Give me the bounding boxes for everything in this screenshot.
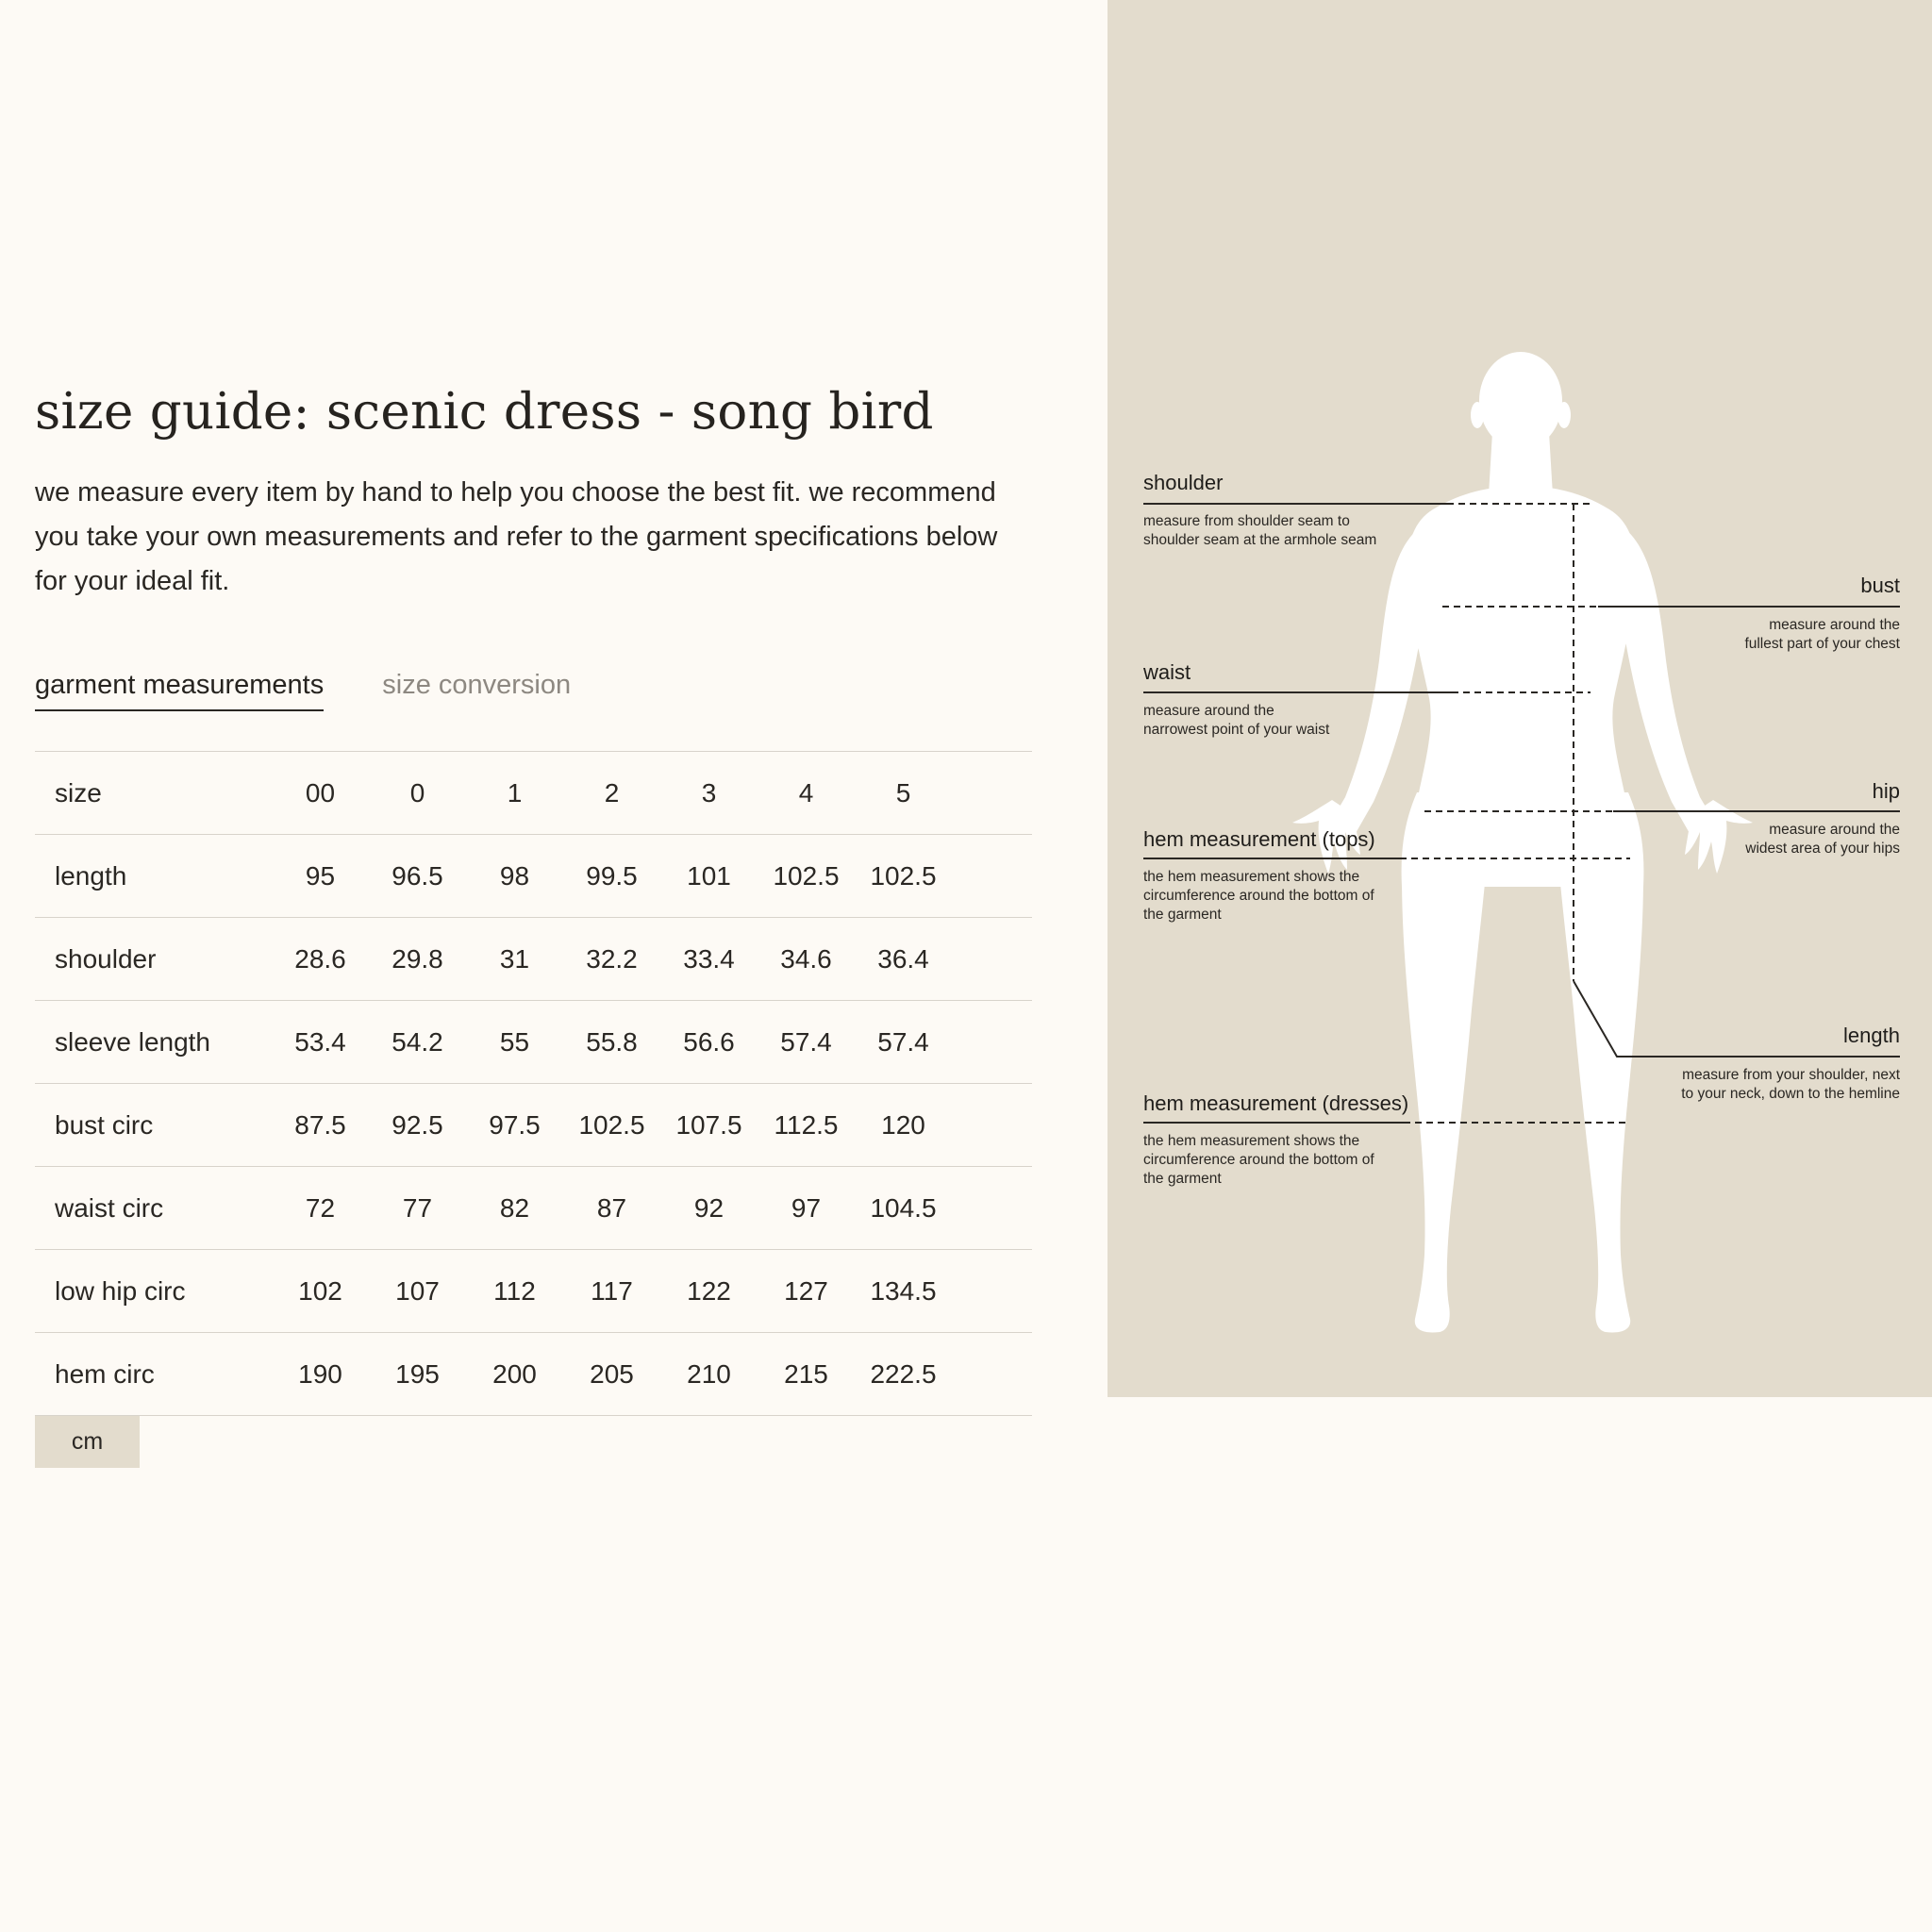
row-label: waist circ [55,1192,164,1223]
table-cell: 102.5 [773,860,840,891]
size-guide-panel [35,373,1032,1468]
table-cell: 104.5 [870,1192,937,1223]
table-cell: 101 [687,860,731,891]
table-cell: 97 [791,1192,822,1223]
waist-label: waist [1143,660,1191,684]
length-label: length [1843,1024,1900,1047]
table-cell: 127 [784,1275,828,1306]
table-spacer [952,1167,1032,1250]
table-cell: 134.5 [870,1275,937,1306]
row-label: sleeve length [55,1026,211,1057]
table-cell: 55 [499,1026,530,1057]
row-label: shoulder [55,943,157,974]
intro-text: we measure every item by hand to help you choose the best fit. we recommend you take your own measurements and refer to the garment specifications below for your ideal fit. [35,477,998,596]
table-cell: 102.5 [870,860,937,891]
row-label: bust circ [55,1109,154,1140]
size-column-header: 4 [798,777,814,808]
table-header-label: size [55,777,102,808]
table-cell: 72 [305,1192,336,1223]
hem-tops-description: the hem measurement shows the circumference around the bottom of the garment [1143,869,1374,923]
table-cell: 122 [687,1275,731,1306]
table-row [35,1084,1032,1167]
table-cell: 102 [298,1275,342,1306]
table-spacer [952,835,1032,918]
table-row [35,1333,1032,1416]
table-cell: 53.4 [294,1026,346,1057]
table-cell: 32.2 [586,943,638,974]
row-label: length [55,860,127,891]
table-cell: 54.2 [391,1026,443,1057]
size-column-header: 00 [305,777,336,808]
table-cell: 200 [492,1358,537,1389]
table-cell: 98 [499,860,530,891]
size-column-header: 2 [604,777,620,808]
table-cell: 95 [305,860,336,891]
table-row [35,835,1032,918]
table-cell: 97.5 [489,1109,541,1140]
row-label: hem circ [55,1358,155,1389]
table-cell: 77 [402,1192,433,1223]
table-header-row [35,752,1032,835]
table-row [35,1001,1032,1084]
hip-label: hip [1872,779,1900,803]
hem-dresses-label: hem measurement (dresses) [1143,1091,1409,1115]
shoulder-label: shoulder [1143,471,1224,494]
table-cell: 28.6 [294,943,346,974]
table-cell: 195 [395,1358,440,1389]
table-cell: 99.5 [586,860,638,891]
table-cell: 57.4 [877,1026,929,1057]
size-column-header: 1 [507,777,523,808]
table-cell: 222.5 [870,1358,937,1389]
hem-tops-label: hem measurement (tops) [1143,827,1375,851]
tab-bar [35,668,1032,723]
table-cell: 36.4 [877,943,929,974]
table-cell: 82 [499,1192,530,1223]
table-cell: 102.5 [578,1109,645,1140]
table-row [35,918,1032,1001]
table-spacer [952,918,1032,1001]
row-label: low hip circ [55,1275,186,1306]
table-spacer [952,1084,1032,1167]
table-row [35,1167,1032,1250]
table-cell: 112 [493,1275,536,1306]
table-spacer [952,1333,1032,1416]
tab-size-conversion[interactable]: size conversion [382,670,572,700]
unit-toggle-cm[interactable]: cm [35,1416,140,1468]
table-cell: 92.5 [391,1109,443,1140]
table-cell: 92 [693,1192,724,1223]
size-column-header: 0 [409,777,425,808]
table-cell: 120 [881,1109,925,1140]
length-description: measure from your shoulder, next to your neck, down to the hemline [1681,1067,1900,1102]
measurements-table [35,751,1032,1416]
table-cell: 55.8 [586,1026,638,1057]
waist-description: measure around the narrowest point of your waist [1143,703,1330,738]
size-column-header: 3 [701,777,717,808]
size-column-header: 5 [895,777,911,808]
table-cell: 87.5 [294,1109,346,1140]
bust-label: bust [1860,574,1900,597]
table-cell: 96.5 [391,860,443,891]
bust-description: measure around the fullest part of your chest [1744,617,1900,652]
table-spacer [952,1250,1032,1333]
table-cell: 107 [395,1275,440,1306]
table-cell: 190 [298,1358,342,1389]
table-cell: 107.5 [675,1109,742,1140]
table-row [35,1250,1032,1333]
table-spacer [952,1001,1032,1084]
measurement-diagram [1108,0,1932,1397]
table-cell: 33.4 [683,943,735,974]
table-cell: 215 [784,1358,828,1389]
table-cell: 112.5 [774,1109,839,1140]
table-cell: 56.6 [683,1026,735,1057]
table-cell: 205 [590,1358,634,1389]
page-title: size guide: scenic dress - song bird [35,383,934,441]
shoulder-description: measure from shoulder seam to shoulder seam at the armhole seam [1143,513,1377,548]
table-cell: 57.4 [780,1026,832,1057]
table-cell: 210 [687,1358,731,1389]
hip-description: measure around the widest area of your hips [1745,822,1900,857]
tab-garment-measurements[interactable]: garment measurements [35,668,324,711]
table-cell: 29.8 [391,943,443,974]
table-cell: 117 [591,1275,633,1306]
table-cell: 34.6 [780,943,832,974]
hem-dresses-description: the hem measurement shows the circumference around the bottom of the garment [1143,1133,1374,1187]
table-cell: 31 [499,943,530,974]
table-cell: 87 [596,1192,627,1223]
table-spacer [952,752,1032,835]
